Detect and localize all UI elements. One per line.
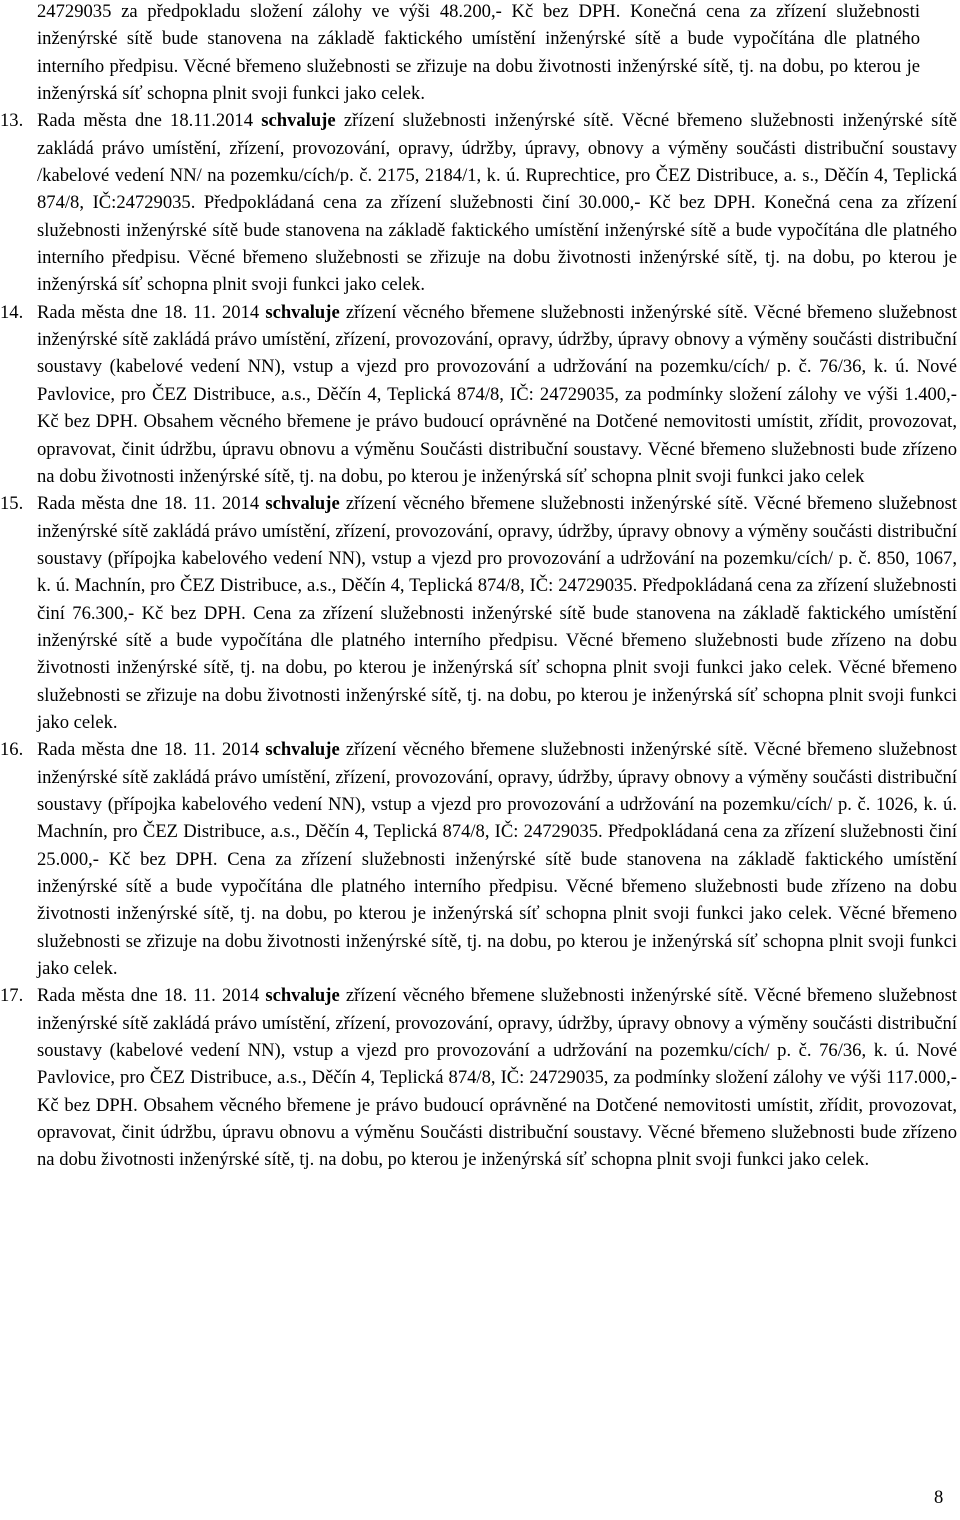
item-text: zřízení věcného břemene služebnosti inženýrské sítě. Věcné břemeno služebnost inženýrské sítě zakládá právo umístění, zřízení, provozování, opravy, údržby, úpravy obnovy a výměny součásti distribuční soustavy (přípojka kabelového vedení NN), vstup a vjezd pro provozování a udržování na pozemku/cích/ p. č. 1026, k. ú. Machnín, pro ČEZ Distribuce, a.s., Děčín 4, Teplická 874/8, IČ: 24729035. Předpokládaná cena za zřízení služebnosti činí 25.000,- Kč bez DPH. Cena za zřízení služebnosti inženýrské sítě bude stanovena na základě faktického umístění inženýrské sítě a bude vypočítána dle platného interního předpisu. Věcné břemeno služebnosti bude zřízeno na dobu životnosti inženýrské sítě, tj. na dobu, po kterou je inženýrská síť schopna plnit svoji funkci jako celek. Věcné břemeno služebnosti se zřizuje na dobu životnosti inženýrské sítě, tj. na dobu, po kterou je inženýrská síť schopna plnit svoji funkci jako celek. xyxy=(37,739,957,980)
item-lead: Rada města dne 18. 11. 2014 xyxy=(37,739,260,761)
item-keyword: schvaluje xyxy=(265,739,340,761)
item-lead: Rada města dne 18. 11. 2014 xyxy=(37,301,260,323)
resolution-item-17 xyxy=(0,982,957,1173)
item-number: 14. xyxy=(0,301,24,323)
item-keyword: schvaluje xyxy=(265,985,340,1007)
resolution-item-16 xyxy=(0,736,957,982)
item-text: zřízení služebnosti inženýrské sítě. Věcné břemeno služebnosti inženýrské sítě zakládá právo umístění, zřízení, provozování, opravy, údržby, úpravy, obnovy a výměny součásti distribuční soustavy /kabelové vedení NN/ na pozemku/cích/p. č. 2175, 2184/1, k. ú. Ruprechtice, pro ČEZ Distribuce, a. s., Děčín 4, Teplická 874/8, IČ:24729035. Předpokládaná cena za zřízení služebnosti činí 30.000,- Kč bez DPH. Konečná cena za zřízení služebnosti inženýrské sítě bude stanovena na základě faktického umístění inženýrské sítě a bude vypočítána dle platného interního předpisu. Věcné břemeno služebnosti se zřizuje na dobu životnosti inženýrské sítě, tj. na dobu, po kterou je inženýrská síť schopna plnit svoji funkci jako celek. xyxy=(37,110,957,296)
item-text: zřízení věcného břemene služebnosti inženýrské sítě. Věcné břemeno služebnost inženýrské sítě zakládá právo umístění, zřízení, provozování, opravy, údržby, úpravy obnovy a výměny součásti distribuční soustavy (přípojka kabelového vedení NN), vstup a vjezd pro provozování a udržování na pozemku/cích/ p. č. 850, 1067, k. ú. Machnín, pro ČEZ Distribuce, a.s., Děčín 4, Teplická 874/8, IČ: 24729035. Předpokládaná cena za zřízení služebnosti činí 76.300,- Kč bez DPH. Cena za zřízení služebnosti inženýrské sítě bude stanovena na základě faktického umístění inženýrské sítě a bude vypočítána dle platného interního předpisu. Věcné břemeno služebnosti bude zřízeno na dobu životnosti inženýrské sítě, tj. na dobu, po kterou je inženýrská síť schopna plnit svoji funkci jako celek. Věcné břemeno služebnosti se zřizuje na dobu životnosti inženýrské sítě, tj. na dobu, po kterou je inženýrská síť schopna plnit svoji funkci jako celek. xyxy=(37,493,957,733)
item-number: 13. xyxy=(0,110,24,132)
resolution-item-14 xyxy=(0,299,957,490)
item-keyword: schvaluje xyxy=(265,301,340,323)
resolution-item-13 xyxy=(0,107,957,298)
item-keyword: schvaluje xyxy=(261,110,336,132)
item-text: zřízení věcného břemene služebnosti inženýrské sítě. Věcné břemeno služebnost inženýrské sítě zakládá právo umístění, zřízení, provozování, opravy, údržby, úpravy obnovy a výměny součásti distribuční soustavy (kabelové vedení NN), vstup a vjezd pro provozování a udržování na pozemku/cích/ p. č. 76/36, k. ú. Nové Pavlovice, pro ČEZ Distribuce, a.s., Děčín 4, Teplická 874/8, IČ: 24729035, za podmínky složení zálohy ve výši 1.400,- Kč bez DPH. Obsahem věcného břemene je právo budoucí oprávněné na Dotčené nemovitosti umístit, zřídit, provozovat, opravovat, činit údržbu, úpravu obnovu a výměnu Součásti distribuční soustavy. Věcné břemeno služebnosti bude zřízeno na dobu životnosti inženýrské sítě, tj. na dobu, po kterou je inženýrská síť schopna plnit svoji funkci jako celek xyxy=(37,301,957,487)
item-lead: Rada města dne 18. 11. 2014 xyxy=(37,985,260,1007)
item-number: 17. xyxy=(0,985,24,1007)
item-keyword: schvaluje xyxy=(265,493,340,515)
intro-paragraph: 24729035 za předpokladu složení zálohy ve výši 48.200,- Kč bez DPH. Konečná cena za zřízení služebnosti inženýrské sítě bude stanovena na základě faktického umístění inženýrské sítě a bude vypočítána dle platného interního předpisu. Věcné břemeno služebnosti se zřizuje na dobu životnosti inženýrské sítě, tj. na dobu, po kterou je inženýrská síť schopna plnit svoji funkci jako celek. xyxy=(37,1,920,105)
item-text: zřízení věcného břemene služebnosti inženýrské sítě. Věcné břemeno služebnost inženýrské sítě zakládá právo umístění, zřízení, provozování, opravy, údržby, úpravy obnovy a výměny součásti distribuční soustavy (kabelové vedení NN), vstup a vjezd pro provozování a udržování na pozemku/cích/ p. č. 76/36, k. ú. Nové Pavlovice, pro ČEZ Distribuce, a.s., Děčín 4, Teplická 874/8, IČ: 24729035, za podmínky složení zálohy ve výši 117.000,- Kč bez DPH. Obsahem věcného břemene je právo budoucí oprávněné na Dotčené nemovitosti umístit, zřídit, provozovat, opravovat, činit údržbu, úpravu obnovu a výměnu Součásti distribuční soustavy. Věcné břemeno služebnosti bude zřízeno na dobu životnosti inženýrské sítě, tj. na dobu, po kterou je inženýrská síť schopna plnit svoji funkci jako celek. xyxy=(37,985,957,1171)
item-lead: Rada města dne 18.11.2014 xyxy=(37,110,254,132)
resolution-item-15 xyxy=(0,490,957,736)
item-number: 16. xyxy=(0,739,24,761)
page-number: 8 xyxy=(934,1487,944,1508)
item-lead: Rada města dne 18. 11. 2014 xyxy=(37,493,260,515)
item-number: 15. xyxy=(0,493,24,515)
